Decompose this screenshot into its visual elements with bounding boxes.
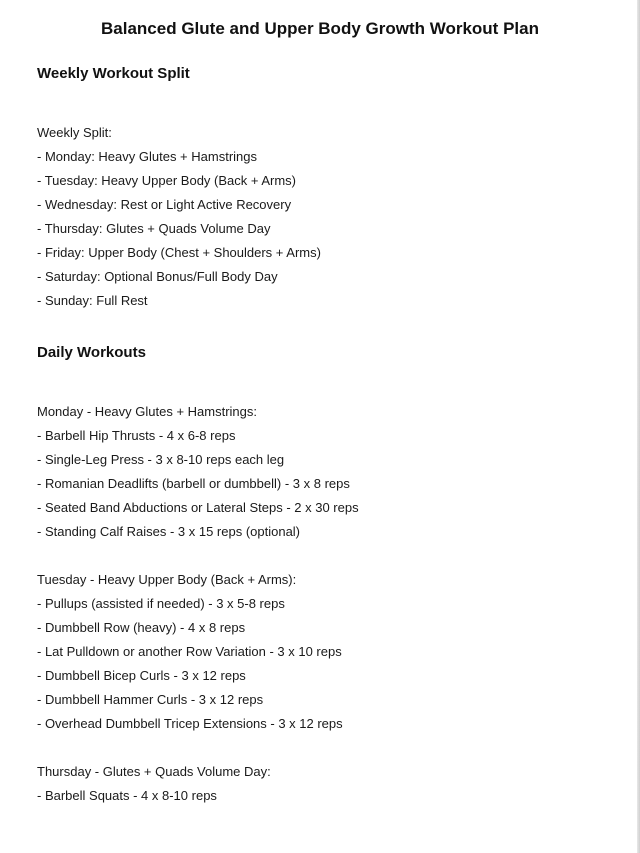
exercise-item: - Dumbbell Hammer Curls - 3 x 12 reps <box>37 692 264 707</box>
day-title-thursday: Thursday - Glutes + Quads Volume Day: <box>37 764 271 779</box>
weekly-split-item: - Wednesday: Rest or Light Active Recovery <box>37 197 292 212</box>
day-title-tuesday: Tuesday - Heavy Upper Body (Back + Arms): <box>37 572 297 587</box>
weekly-split-item: - Sunday: Full Rest <box>37 293 148 308</box>
exercise-item: - Single-Leg Press - 3 x 8-10 reps each leg <box>37 452 285 467</box>
weekly-split-item: - Tuesday: Heavy Upper Body (Back + Arms) <box>37 173 297 188</box>
exercise-item: - Seated Band Abductions or Lateral Steps - 2 x 30 reps <box>37 500 359 515</box>
weekly-split-item: - Friday: Upper Body (Chest + Shoulders + Arms) <box>37 245 321 260</box>
daily-workouts-heading: Daily Workouts <box>37 344 146 361</box>
weekly-split-item: - Monday: Heavy Glutes + Hamstrings <box>37 149 257 164</box>
weekly-split-intro: Weekly Split: <box>37 125 112 140</box>
day-title-monday: Monday - Heavy Glutes + Hamstrings: <box>37 404 257 419</box>
exercise-item: - Overhead Dumbbell Tricep Extensions - 3 x 12 reps <box>37 716 343 731</box>
exercise-item: - Standing Calf Raises - 3 x 15 reps (optional) <box>37 524 301 539</box>
exercise-item: - Barbell Hip Thrusts - 4 x 6-8 reps <box>37 428 236 443</box>
weekly-split-heading: Weekly Workout Split <box>37 65 190 82</box>
weekly-split-item: - Thursday: Glutes + Quads Volume Day <box>37 221 271 236</box>
exercise-item: - Pullups (assisted if needed) - 3 x 5-8 reps <box>37 596 285 611</box>
exercise-item: - Lat Pulldown or another Row Variation - 3 x 10 reps <box>37 644 342 659</box>
exercise-item: - Barbell Squats - 4 x 8-10 reps <box>37 788 217 803</box>
weekly-split-item: - Saturday: Optional Bonus/Full Body Day <box>37 269 278 284</box>
exercise-item: - Romanian Deadlifts (barbell or dumbbell) - 3 x 8 reps <box>37 476 350 491</box>
exercise-item: - Dumbbell Row (heavy) - 4 x 8 reps <box>37 620 246 635</box>
exercise-item: - Dumbbell Bicep Curls - 3 x 12 reps <box>37 668 246 683</box>
document-title: Balanced Glute and Upper Body Growth Workout Plan <box>101 19 539 38</box>
